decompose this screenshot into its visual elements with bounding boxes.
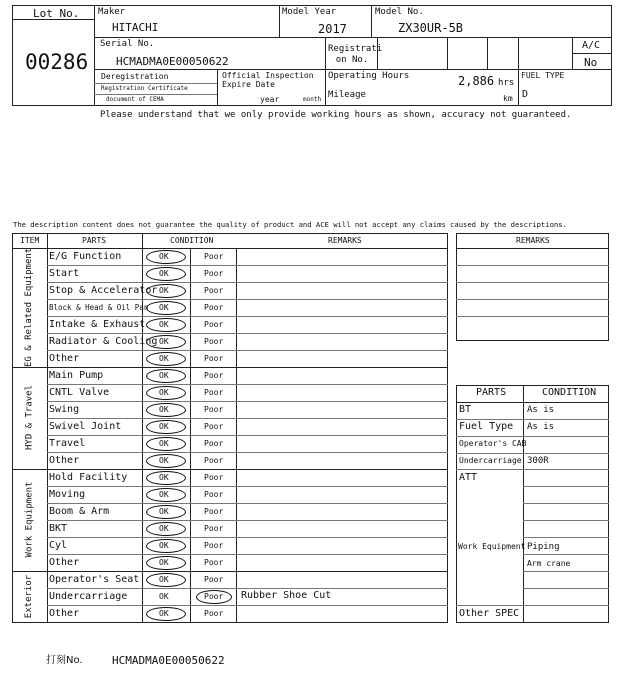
ok-selected-oval	[146, 539, 186, 553]
ok-selected-oval	[146, 301, 186, 315]
poor-option[interactable]: Poor	[204, 354, 224, 363]
poor-option[interactable]: Poor	[204, 405, 224, 414]
ok-option[interactable]: OK	[159, 388, 169, 397]
right-part-other-spec: Other SPEC	[459, 608, 520, 619]
right-part-undercarriage: Undercarriage	[459, 456, 522, 465]
ok-option[interactable]: OK	[159, 320, 169, 329]
disclaimer: The description content does not guarantee the quality of product and ACE will not accept any claims caused by the descriptions.	[13, 220, 567, 229]
fuel-type-label: FUEL TYPE	[521, 71, 565, 80]
deregistration-label: Deregistration	[101, 72, 169, 81]
poor-option[interactable]: Poor	[204, 286, 224, 295]
ok-selected-oval	[146, 386, 186, 400]
poor-option[interactable]: Poor	[204, 252, 224, 261]
ok-option[interactable]: OK	[159, 456, 169, 465]
ok-selected-oval	[146, 267, 186, 281]
poor-option[interactable]: Poor	[204, 303, 224, 312]
ok-option[interactable]: OK	[159, 337, 169, 346]
poor-option[interactable]: Poor	[204, 575, 224, 584]
operating-hours-label: Operating Hours	[328, 71, 410, 81]
part-name: Radiator & Cooling	[49, 335, 158, 347]
header-item: ITEM	[20, 236, 40, 245]
ok-selected-oval	[146, 471, 186, 485]
ac-label: A/C	[582, 40, 601, 51]
ok-selected-oval	[146, 522, 186, 536]
part-name: Cyl	[49, 539, 68, 551]
model-year-value: 2017	[318, 22, 347, 36]
lot-label: Lot No.	[33, 7, 80, 20]
lot-value: 00286	[25, 50, 89, 74]
ok-option[interactable]: OK	[159, 507, 169, 516]
registration-label: Registrati on No.	[328, 44, 383, 65]
ok-selected-oval	[146, 420, 186, 434]
poor-option[interactable]: Poor	[204, 371, 224, 380]
right-cond-fuel-type: As is	[527, 422, 555, 432]
ok-selected-oval	[146, 488, 186, 502]
header-remarks: REMARKS	[328, 236, 362, 245]
ok-option[interactable]: OK	[159, 490, 169, 499]
part-name: Other	[49, 556, 80, 568]
group-label: HYD & Travel	[24, 384, 34, 451]
ok-option[interactable]: OK	[159, 575, 169, 584]
group-label: EG & Related Equipment	[24, 247, 34, 367]
part-name: Other	[49, 454, 80, 466]
right-cond-arm-crane: Arm crane	[527, 559, 571, 568]
ok-selected-oval	[146, 556, 186, 570]
right-remarks-table	[456, 233, 609, 341]
document-cema-label: document of CEMA	[106, 96, 164, 103]
ok-selected-oval	[146, 505, 186, 519]
model-no-label: Model No.	[375, 7, 424, 17]
poor-option[interactable]: Poor	[204, 609, 224, 618]
poor-option[interactable]: Poor	[204, 541, 224, 550]
ok-option[interactable]: OK	[159, 371, 169, 380]
poor-option[interactable]: Poor	[204, 337, 224, 346]
ok-selected-oval	[146, 437, 186, 451]
part-name: Intake & Exhaust	[49, 318, 146, 330]
part-name: Swivel Joint	[49, 420, 122, 432]
expire-date-label: Expire Date	[222, 80, 275, 89]
ac-value: No	[584, 56, 598, 69]
registration-certificate-label: Registration Certificate	[101, 85, 188, 92]
ok-selected-oval	[146, 607, 186, 621]
operating-hours-value: 2,886	[458, 74, 495, 88]
year-label: year	[260, 95, 280, 104]
right-part-att: ATT	[459, 472, 478, 483]
right-condition-header: CONDITION	[542, 387, 597, 398]
remark-text: Rubber Shoe Cut	[241, 590, 332, 601]
part-name: Other	[49, 352, 80, 364]
part-name: Travel	[49, 437, 86, 449]
ok-selected-oval	[146, 250, 186, 264]
part-name: Boom & Arm	[49, 505, 110, 517]
part-name: Moving	[49, 488, 86, 500]
ok-option[interactable]: OK	[159, 269, 169, 278]
poor-option[interactable]: Poor	[204, 269, 224, 278]
part-name: Start	[49, 267, 80, 279]
ok-option[interactable]: OK	[159, 609, 169, 618]
serial-value: HCMADMA0E00050622	[116, 55, 229, 68]
ok-option[interactable]: OK	[159, 286, 169, 295]
part-name: Undercarriage	[49, 590, 128, 602]
fuel-type-value: D	[522, 89, 529, 100]
ok-selected-oval	[146, 335, 186, 349]
poor-option[interactable]: Poor	[204, 456, 224, 465]
ok-selected-oval	[146, 454, 186, 468]
header-condition: CONDITION	[170, 236, 214, 245]
header-parts: PARTS	[82, 236, 107, 245]
group-label: Work Equipment	[24, 481, 34, 558]
part-name: Swing	[49, 403, 80, 415]
ok-option[interactable]: OK	[159, 354, 169, 363]
poor-option[interactable]: Poor	[204, 592, 224, 601]
official-inspection-label: Official Inspection	[222, 71, 314, 80]
model-year-label: Model Year	[282, 7, 337, 17]
ok-selected-oval	[146, 573, 186, 587]
maker-value: HITACHI	[112, 21, 159, 34]
hrs-unit: hrs	[498, 78, 515, 88]
ok-selected-oval	[146, 284, 186, 298]
poor-option[interactable]: Poor	[204, 422, 224, 431]
ok-option[interactable]: OK	[159, 473, 169, 482]
model-no-value: ZX30UR-5B	[398, 21, 464, 35]
part-name: CNTL Valve	[49, 386, 110, 398]
right-cond-undercarriage: 300R	[527, 456, 549, 466]
km-unit: km	[503, 94, 513, 103]
ok-option[interactable]: OK	[159, 558, 169, 567]
ok-option[interactable]: OK	[159, 303, 169, 312]
ok-option[interactable]: OK	[159, 439, 169, 448]
maker-label: Maker	[98, 7, 126, 17]
poor-selected-oval	[196, 590, 232, 604]
serial-label: Serial No.	[100, 39, 155, 49]
ok-option[interactable]: OK	[159, 541, 169, 550]
right-remarks-header: REMARKS	[516, 236, 550, 245]
part-name: BKT	[49, 522, 68, 534]
right-part-fuel-type: Fuel Type	[459, 421, 514, 432]
part-name: Other	[49, 607, 80, 619]
ok-selected-oval	[146, 369, 186, 383]
hours-notice: Please understand that we only provide working hours as shown, accuracy not guaranteed.	[100, 110, 572, 120]
ok-option[interactable]: OK	[159, 405, 169, 414]
right-part-work-equipment: Work Equipment	[458, 542, 526, 551]
right-part-bt: BT	[459, 404, 472, 415]
poor-option[interactable]: Poor	[204, 388, 224, 397]
part-name: E/G Function	[49, 250, 122, 262]
stamp-no-label: 打刻No.	[46, 655, 83, 666]
ok-option[interactable]: OK	[159, 592, 169, 601]
right-cond-bt: As is	[527, 405, 555, 415]
poor-option[interactable]: Poor	[204, 439, 224, 448]
ok-selected-oval	[146, 318, 186, 332]
ok-option[interactable]: OK	[159, 524, 169, 533]
poor-option[interactable]: Poor	[204, 473, 224, 482]
ok-selected-oval	[146, 352, 186, 366]
ok-option[interactable]: OK	[159, 422, 169, 431]
ok-option[interactable]: OK	[159, 252, 169, 261]
poor-option[interactable]: Poor	[204, 558, 224, 567]
poor-option[interactable]: Poor	[204, 320, 224, 329]
part-name: Main Pump	[49, 369, 104, 381]
stamp-no-value: HCMADMA0E00050622	[112, 654, 225, 667]
ok-selected-oval	[146, 403, 186, 417]
mileage-label: Mileage	[328, 90, 366, 100]
part-name: Block & Head & Oil Pan	[49, 302, 149, 312]
right-parts-header: PARTS	[476, 387, 507, 398]
right-part-operator-cab: Operator's CAB	[459, 439, 527, 448]
right-cond-piping: Piping	[527, 542, 560, 552]
poor-option[interactable]: Poor	[204, 490, 224, 499]
part-name: Operator's Seat	[49, 573, 140, 585]
poor-option[interactable]: Poor	[204, 524, 224, 533]
poor-option[interactable]: Poor	[204, 507, 224, 516]
part-name: Stop & Accelerator	[49, 284, 158, 296]
group-label: Exterior	[24, 574, 34, 618]
part-name: Hold Facility	[49, 471, 128, 483]
month-label: month	[303, 96, 322, 103]
